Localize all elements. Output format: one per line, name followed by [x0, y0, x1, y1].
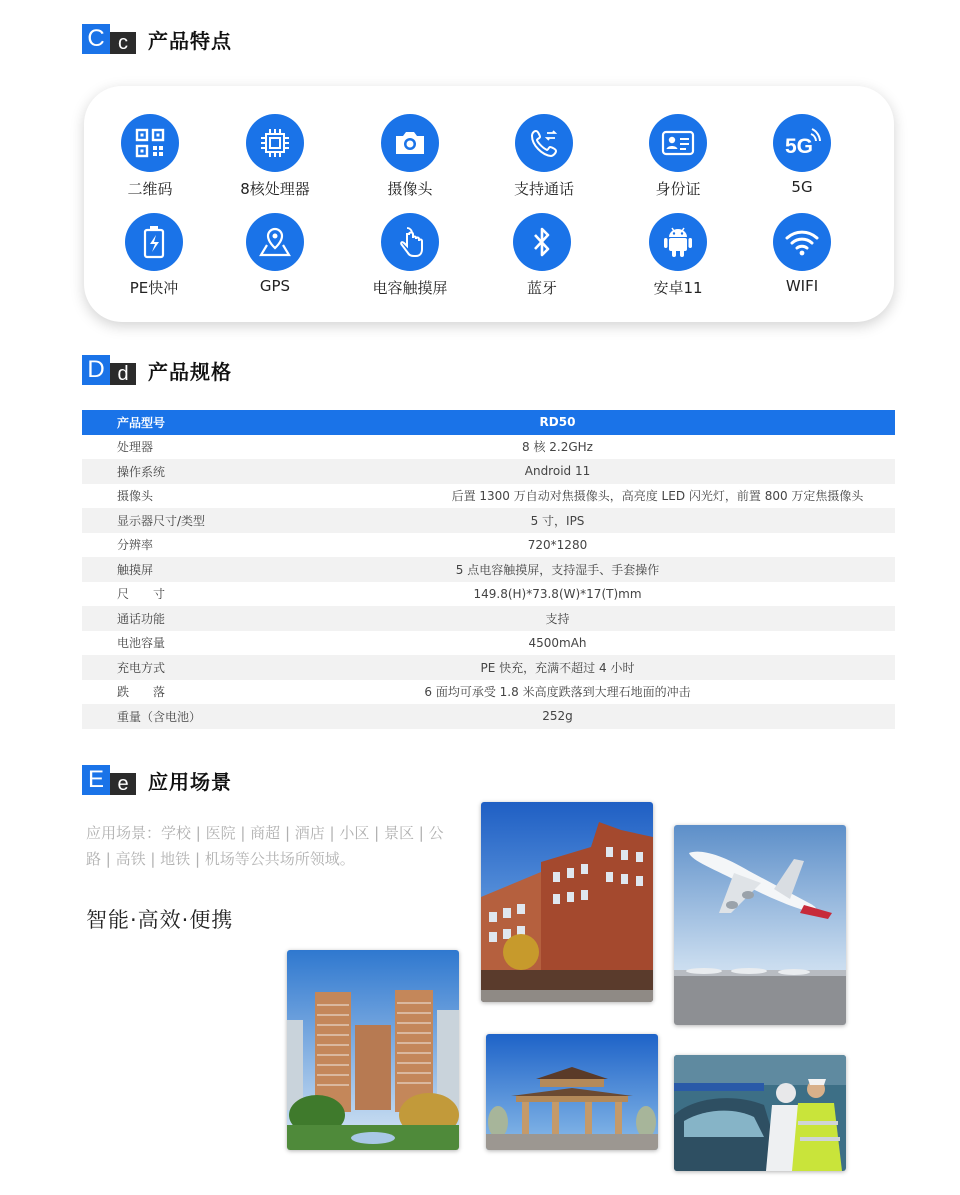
feature-label: 电容触摸屏: [372, 279, 448, 297]
spec-key: 电池容量: [117, 636, 166, 651]
table-row: [82, 508, 895, 533]
spec-key: 分辨率: [117, 538, 154, 553]
table-row: [82, 557, 895, 582]
section-badge: [82, 355, 136, 385]
spec-key: 跌 落: [117, 685, 166, 700]
touch-hand-icon: [381, 213, 439, 271]
feature-label: WIFI: [785, 277, 819, 295]
spec-key: 尺 寸: [117, 587, 166, 602]
feature-id-card: [618, 114, 738, 199]
police-checkpoint-photo: [674, 1055, 846, 1171]
feature-camera: [350, 114, 470, 199]
spec-value: 720*1280: [527, 537, 588, 552]
spec-key: 触摸屏: [82, 557, 340, 582]
badge-upper: D: [82, 355, 110, 385]
feature-5g: [742, 114, 862, 196]
table-row: [82, 459, 895, 484]
feature-label: PE快冲: [129, 279, 179, 297]
table-header-row: [82, 410, 895, 435]
spec-key: 操作系统: [82, 459, 340, 484]
badge-lower: d: [110, 363, 136, 385]
features-section-header: [82, 24, 232, 54]
badge-lower: c: [110, 32, 136, 54]
specs-section-header: [82, 355, 232, 385]
spec-value: 4500mAh: [528, 635, 587, 650]
spec-value: 252g: [340, 704, 895, 729]
spec-value: 后置 1300 万自动对焦摄像头，高亮度 LED 闪光灯，前置 800 万定焦摄像头: [451, 489, 864, 504]
feature-wifi: [742, 213, 862, 295]
spec-value: 8 核 2.2GHz: [522, 440, 593, 455]
badge-upper: C: [82, 24, 110, 54]
feature-cpu: [215, 114, 335, 199]
spec-table: [82, 410, 895, 729]
id-card-icon: [649, 114, 707, 172]
spec-value: 支持: [340, 606, 895, 631]
spec-key: 摄像头: [117, 489, 154, 504]
table-row: [82, 484, 895, 509]
feature-label: 安卓11: [653, 279, 703, 297]
bluetooth-icon: [513, 213, 571, 271]
section-badge: [82, 24, 136, 54]
apps-section-header: [82, 765, 232, 795]
spec-key: 处理器: [117, 440, 154, 455]
cpu-chip-icon: [246, 114, 304, 172]
table-row: [82, 655, 895, 680]
feature-touchscreen: [350, 213, 470, 298]
spec-value: 5 点电容触摸屏，支持湿手、手套操作: [340, 557, 895, 582]
spec-key: 显示器尺寸/类型: [82, 508, 340, 533]
spec-key: 充电方式: [82, 655, 340, 680]
section-title: 应用场景: [148, 769, 232, 794]
feature-label: 8核处理器: [240, 180, 310, 198]
spec-value: 149.8(H)*73.8(W)*17(T)mm: [473, 586, 642, 601]
feature-bluetooth: [482, 213, 602, 298]
feature-gps: [215, 213, 335, 295]
feature-qr-code: [90, 114, 210, 199]
table-row: [82, 435, 895, 460]
android-icon: [649, 213, 707, 271]
feature-label: 身份证: [655, 180, 701, 198]
spec-value: 6 面均可承受 1.8 米高度跌落到大理石地面的冲击: [424, 685, 691, 700]
map-pin-icon: [246, 213, 304, 271]
spec-key: 重量（含电池）: [82, 704, 340, 729]
badge-upper: E: [82, 765, 110, 795]
spec-value: Android 11: [340, 459, 895, 484]
svg-text:5G: 5G: [785, 135, 814, 158]
spec-value: 5 寸，IPS: [340, 508, 895, 533]
table-row: [82, 582, 895, 607]
phone-call-icon: [515, 114, 573, 172]
table-row: [82, 631, 895, 656]
spec-key: 产品型号: [82, 410, 340, 435]
spec-value: RD50: [340, 410, 895, 435]
feature-label: 摄像头: [387, 180, 433, 198]
feature-android: [618, 213, 738, 298]
school-building-photo: [481, 802, 653, 1002]
airplane-photo: [674, 825, 846, 1025]
table-row: [82, 533, 895, 558]
badge-lower: e: [110, 773, 136, 795]
spec-value: PE 快充，充满不超过 4 小时: [340, 655, 895, 680]
feature-label: 5G: [791, 178, 813, 196]
section-title: 产品规格: [148, 359, 232, 384]
section-title: 产品特点: [148, 28, 232, 53]
slogan: 智能·高效·便携: [86, 908, 234, 932]
qr-code-icon: [121, 114, 179, 172]
battery-charge-icon: [125, 213, 183, 271]
feature-label: 二维码: [127, 180, 173, 198]
feature-label: 蓝牙: [526, 279, 557, 297]
residential-towers-photo: [287, 950, 459, 1150]
table-row: [82, 606, 895, 631]
5g-icon: [773, 114, 831, 172]
spec-key: 通话功能: [82, 606, 340, 631]
feature-label: 支持通话: [513, 180, 574, 198]
park-gate-photo: [486, 1034, 658, 1150]
feature-fast-charge: [94, 213, 214, 298]
section-badge: [82, 765, 136, 795]
table-row: [82, 704, 895, 729]
table-row: [82, 680, 895, 705]
camera-icon: [381, 114, 439, 172]
feature-label: GPS: [259, 277, 291, 295]
scenarios-text: 应用场景：学校 | 医院 | 商超 | 酒店 | 小区 | 景区 | 公路 | 高铁 | 地铁 | 机场等公共场所领域。: [86, 824, 444, 868]
features-card: [84, 86, 894, 322]
feature-phone-call: [484, 114, 604, 199]
wifi-icon: [773, 213, 831, 271]
